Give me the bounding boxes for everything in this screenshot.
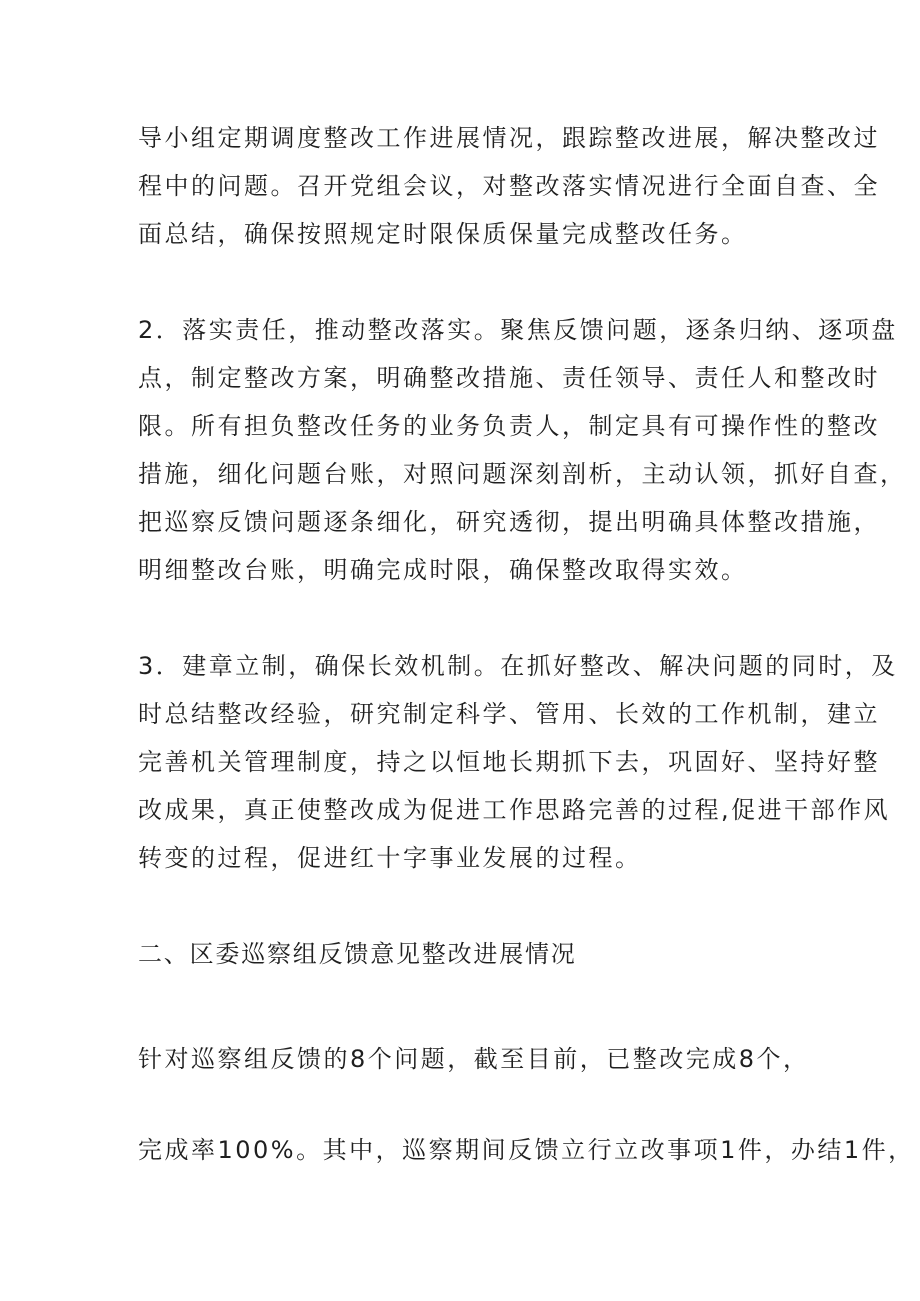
paragraph-2-line-3: 限。所有担负整改任务的业务负责人，制定具有可操作性的整改 bbox=[138, 412, 880, 440]
paragraph-2-line-1: 2．落实责任，推动整改落实。聚焦反馈问题，逐条归纳、逐项盘 bbox=[138, 316, 898, 344]
paragraph-2-line-4: 措施，细化问题台账，对照问题深刻剖析，主动认领，抓好自查， bbox=[138, 460, 907, 488]
paragraph-1-line-2: 程中的问题。召开党组会议，对整改落实情况进行全面自查、全 bbox=[138, 172, 880, 200]
summary-line-2: 完成率100%。其中，巡察期间反馈立行立改事项1件，办结1件， bbox=[138, 1136, 915, 1164]
paragraph-1-line-3: 面总结，确保按照规定时限保质保量完成整改任务。 bbox=[138, 220, 748, 248]
paragraph-3-line-1: 3．建章立制，确保长效机制。在抓好整改、解决问题的同时，及 bbox=[138, 652, 898, 680]
paragraph-3-line-4: 改成果，真正使整改成为促进工作思路完善的过程,促进干部作风 bbox=[138, 796, 891, 824]
section-heading: 二、区委巡察组反馈意见整改进展情况 bbox=[138, 940, 577, 968]
paragraph-1-line-1: 导小组定期调度整改工作进展情况，跟踪整改进展，解决整改过 bbox=[138, 124, 880, 152]
paragraph-3-line-2: 时总结整改经验，研究制定科学、管用、长效的工作机制，建立 bbox=[138, 700, 880, 728]
summary-line-1: 针对巡察组反馈的8个问题，截至目前，已整改完成8个， bbox=[138, 1045, 810, 1073]
paragraph-2-line-5: 把巡察反馈问题逐条细化，研究透彻，提出明确具体整改措施， bbox=[138, 508, 880, 536]
paragraph-2-line-2: 点，制定整改方案，明确整改措施、责任领导、责任人和整改时 bbox=[138, 364, 880, 392]
paragraph-2-line-6: 明细整改台账，明确完成时限，确保整改取得实效。 bbox=[138, 556, 748, 584]
paragraph-3-line-5: 转变的过程，促进红十字事业发展的过程。 bbox=[138, 844, 642, 872]
paragraph-3-line-3: 完善机关管理制度，持之以恒地长期抓下去，巩固好、坚持好整 bbox=[138, 748, 880, 776]
